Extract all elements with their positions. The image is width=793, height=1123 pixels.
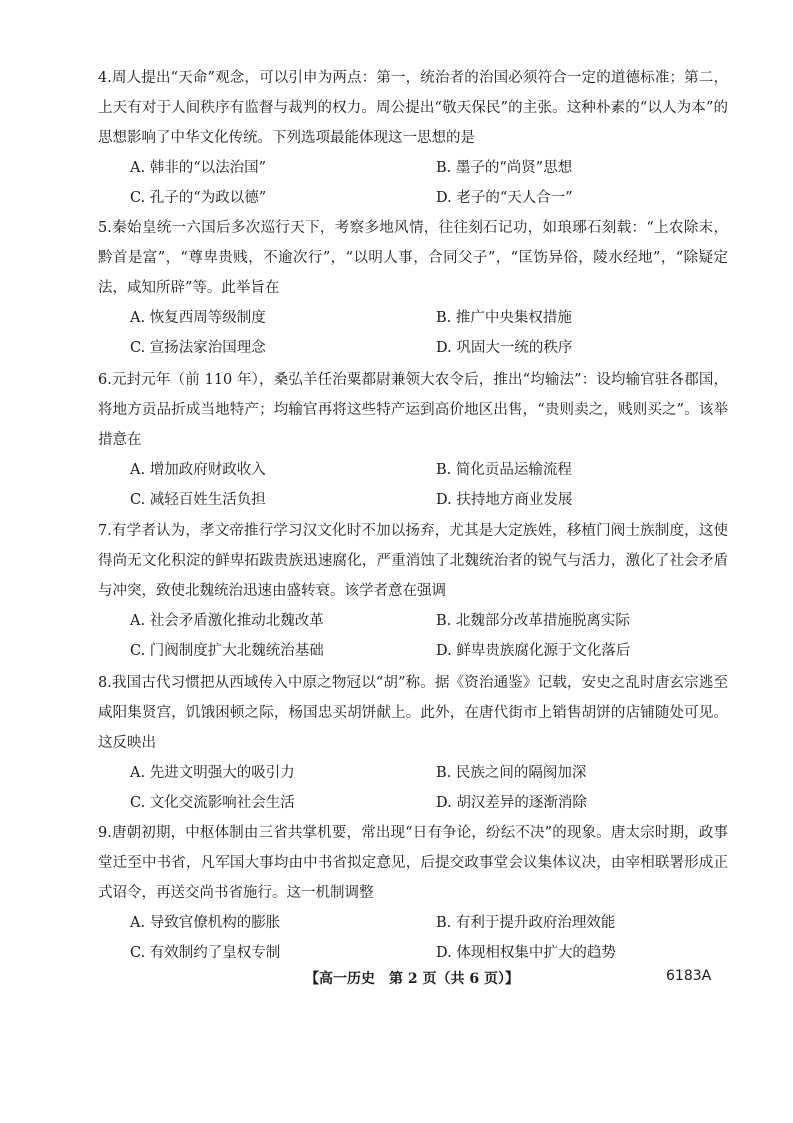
question-6 (98, 365, 728, 515)
options-group (98, 758, 728, 818)
option-d: D. 体现相权集中扩大的趋势 (436, 945, 616, 961)
option-b: B. 北魏部分改革措施脱离实际 (436, 613, 630, 629)
option-d: D. 老子的“天人合一” (436, 190, 573, 206)
option-a: A. 恢复西周等级制度 (130, 310, 266, 326)
options-group (98, 606, 728, 666)
option-b: B. 墨子的“尚贤”思想 (436, 160, 573, 176)
footer-paper-code: 6183A (666, 968, 712, 984)
options-group (98, 153, 728, 213)
question-stem: 8.我国古代习惯把从西域传入中原之物冠以“胡”称。据《资治通鉴》记载，安史之乱时唐玄宗逃至咸阳集贤宫，饥饿困顿之际，杨国忠买胡饼献上。此外，在唐代街市上销售胡饼的店铺随处可见。这反映出 (98, 675, 728, 751)
option-c: C. 有效制约了皇权专制 (130, 945, 281, 961)
option-b: B. 有利于提升政府治理效能 (436, 915, 616, 931)
options-group (98, 455, 728, 515)
question-4 (98, 63, 728, 213)
option-d: D. 巩固大一统的秩序 (436, 340, 573, 356)
question-7 (98, 516, 728, 666)
option-a: A. 先进文明强大的吸引力 (130, 765, 295, 781)
question-stem: 7.有学者认为，孝文帝推行学习汉文化时不加以扬弃，尤其是大定族姓，移植门阀士族制度，这使得尚无文化积淀的鲜卑拓跋贵族迅速腐化，严重消蚀了北魏统治者的锐气与活力，激化了社会矛盾与冲突，致使北魏统治迅速由盛转衰。该学者意在强调 (98, 523, 728, 599)
option-d: D. 扶持地方商业发展 (436, 492, 573, 508)
question-9 (98, 818, 728, 968)
question-5 (98, 213, 728, 363)
option-c: C. 门阀制度扩大北魏统治基础 (130, 643, 324, 659)
question-stem: 5.秦始皇统一六国后多次巡行天下，考察多地风情，往往刻石记功，如琅琊石刻载：“上农除末，黔首是富”，“尊卑贵贱，不逾次行”，“以明人事，合同父子”，“匡饬异俗，陵水经地”，“除疑定法，咸知所辟”等。此举旨在 (98, 220, 728, 296)
footer-page-info: 【高一历史 第 2 页（共 6 页）】 (305, 971, 519, 987)
option-d: D. 鲜卑贵族腐化源于文化落后 (436, 643, 631, 659)
options-group (98, 303, 728, 363)
option-c: C. 减轻百姓生活负担 (130, 492, 266, 508)
question-stem: 6.元封元年（前 110 年），桑弘羊任治粟都尉兼领大农令后，推出“均输法”：设均输官驻各郡国，将地方贡品折成当地特产；均输官再将这些特产运到高价地区出售，“贵则卖之，贱则买之”。该举措意在 (98, 372, 728, 448)
option-a: A. 增加政府财政收入 (130, 462, 266, 478)
option-c: C. 文化交流影响社会生活 (130, 795, 295, 811)
page-footer (0, 968, 793, 992)
option-a: A. 导致官僚机构的膨胀 (130, 915, 281, 931)
option-a: A. 韩非的“以法治国” (130, 160, 267, 176)
options-group (98, 908, 728, 968)
option-c: C. 孔子的“为政以德” (130, 190, 267, 206)
option-b: B. 推广中央集权措施 (436, 310, 572, 326)
option-d: D. 胡汉差异的逐渐消除 (436, 795, 587, 811)
question-stem: 4.周人提出“天命”观念，可以引申为两点：第一，统治者的治国必须符合一定的道德标准；第二，上天有对于人间秩序有监督与裁判的权力。周公提出“敬天保民”的主张。这种朴素的“以人为本”的思想影响了中华文化传统。下列选项最能体现这一思想的是 (98, 70, 728, 146)
option-c: C. 宣扬法家治国理念 (130, 340, 266, 356)
option-b: B. 简化贡品运输流程 (436, 462, 572, 478)
option-a: A. 社会矛盾激化推动北魏改革 (130, 613, 324, 629)
question-8 (98, 668, 728, 818)
option-b: B. 民族之间的隔阂加深 (436, 765, 587, 781)
question-stem: 9.唐朝初期，中枢体制由三省共掌机要，常出现“日有争论，纷纭不决”的现象。唐太宗时期，政事堂迁至中书省，凡军国大事均由中书省拟定意见，后提交政事堂会议集体议决，由宰相联署形成正式诏令，再送交尚书省施行。这一机制调整 (98, 825, 728, 901)
